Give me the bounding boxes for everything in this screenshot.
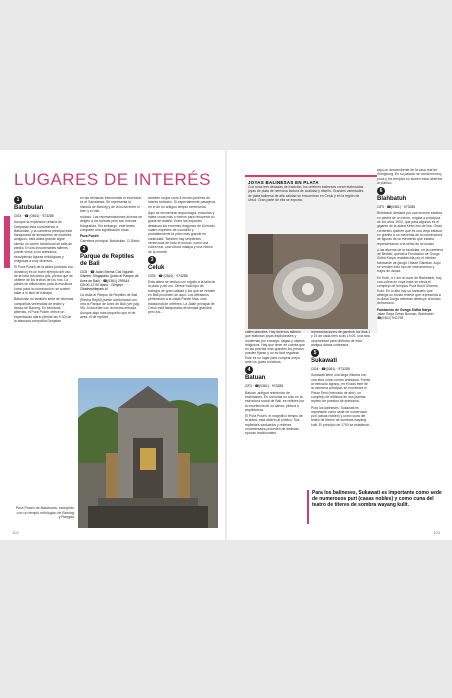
right-column-2 <box>311 330 371 429</box>
paragraph: Aquí se encuentran arqueología, escuelas y hasta rocas más o menos para recuperar su gloria de antaño. Entre las especies destacan los enormes dragones de Komodo, cuatro especies de cocodrilo y probablemente la pitón más grande en cautividad. También hay serpientes venenosas de todo el mundo, como una cobra real, una víbora malaya y una víbora de la muerte. <box>148 210 216 254</box>
quote-bar <box>307 490 309 524</box>
entry-number: 5 <box>311 349 319 357</box>
paragraph: En Kutri, a 1 km al norte de Blahbatuh, hay una colina en cuya base se eleva el complejo de templos Pura Bukit Dharma Kutri. En lo alto hay un santuario que alberga un bonito relieve que representa a la diosa Durga mientras destruye al búfalo demoníaco. <box>377 275 442 306</box>
feature-box-title: JOYAS BALINESAS EN PLATA <box>248 180 319 185</box>
entry-meta: ⊡C8 · ☎ Jalan Serma Cok Ngurah Gambir, Singapadu (junto al Parque de Aves de Bali) · ☎(0361) 299344 · ⊡9.00-17.00 diario · ⊡Nyepi · ⊡balireptilepark.id <box>80 269 139 292</box>
paragraph: Esta aldea se dedica con orgullo a la talla de la plata y del oro. Ofrece todo tipo de trabajos de gran calidad y los que se venden en Bali proceden de aquí. Los artesanos pertenecen a la casta Pande Mas, clan tradicional de orfebres. La Jalan principal de Celuk está flanqueada de tiendas grandes, pero los... <box>148 280 216 315</box>
entry-title: Batubulan <box>14 205 44 211</box>
entry-title: Parque de Reptiles de Bali <box>80 253 135 267</box>
entry-number: 1 <box>14 196 22 204</box>
paragraph: El Pura Puseh de la aldea (entrada con donativo) es un buen ejemplo del uso de la toba volcánica gris, piedra que se obtiene de los lechos de los ríos. La piedra se utiliza tanto para la escultura como para la construcción; se suelen tallar a lo fácil de trabajar. <box>14 265 74 296</box>
left-column-2 <box>80 196 142 321</box>
temple-photo <box>78 378 218 528</box>
side-tab-label: EXPLORAR Centro de Bali <box>10 209 16 268</box>
entry-meta: ⊡G4 · ☎ (0361) · 973285 <box>14 214 54 218</box>
paragraph: Batubulan es también sede de diversas compañías veneradas de teatro y danza de Barong. En semanas alternas, el Pura Puseh ofrece un espectáculo diario (desde las 9.30) de la afamada compañía Denjalan. <box>14 297 74 323</box>
feature-box-text: Con unas tres décadas de tradición, los orfebres balineses crean elaboradas joyas de plata de hermosa factura de cualidad y diseño. Grandes variedades de plata balinesa de alta calidad se encuentran en Celuk y en la región de Ubud. Gran parte de ella se exporta. <box>248 185 364 202</box>
paragraph: Batuan, antigua residencia de brahmanes. Es conocida no solo en la estructura social de Bali, es célebre por la excelencia de su danza, pintura y arquitectura. <box>245 390 305 412</box>
venue-info: Jalan Raya Getas Burwan, Blahbatuh · ☎(0361) 942798 <box>377 312 436 321</box>
silver-jewelry-photo <box>248 234 368 329</box>
paragraph: también ocupa unos 8 recinto jardines de interés botánico. Si especialmente pasajeros en el de un antiguo templo ceremonial. <box>148 196 216 209</box>
paragraph: representaciones de gambuh los días 1 y 15 de cada mes a las 19.00, una rara oportunidad para disfrutar de esta antigua danza cortesana. <box>311 330 371 347</box>
pull-quote: Para los balineses, Sukawati es importante como sede de numerosos puri (casas nobles) y como cuna del teatro de títeres de sombra wayang kulit. <box>312 490 442 508</box>
paragraph: Aunque la expansión urbana de Denpasar está convirtiendo a Batubulan, y la carretera principal está flanqueada de almacenes de muebles antiguos, esta aldea grande sigue siendo un centro tradicional de talla de piedra. En los innumerables talleres puede verse a los artesanos esculpiendo figuras mitológicas y religiosas a muy diversos... <box>14 220 73 263</box>
paragraph: calles laterales. Hay diversos talleres que elaboran joyas tradicionales y modernas por encargo; dagas y objetos religiosos. Hay que tener en cuenta que en las puertas más grandes los precios pueden fijarse y no es fácil regatear. Éste es un lugar para comprar mejor ante los guías turísticos. <box>245 330 305 365</box>
entry-number: 4 <box>245 366 253 374</box>
paragraph: en las semanas intermedias el escenario es el Sahadewa. Se representa la historia de Barong y de la lucha entre el bien y el mal... <box>80 196 142 213</box>
venue-info: Carretera principal, Batubulan. ⊡ Diario <box>80 238 140 243</box>
paragraph: Sukawati tiene una larga historia con una feria como centro artesanal. Frente al mercado agrario, en el lado este de la carretera principal, se encuentra el Pasar Seni (mercado de arte), un complejo de edificios de dos plantas repleto de puestos de artesanía. <box>311 373 371 404</box>
entry-number: 6 <box>377 187 385 195</box>
left-column-3 <box>148 196 216 317</box>
photo-caption: Pura Puseh de Batubulan, esculpido con un templo mitológico de Barong y Rangda <box>15 506 74 519</box>
paragraph: La visita al Parque de Reptiles de Bali (Rimba Reptil) puede combinarse con otra al Parque de Aves de Bali (ver pág. 96). Al acceder con la misma entrada. Aunque algo más pequeño que el de aves, el de reptiles <box>80 293 140 319</box>
left-column-1 <box>14 196 74 325</box>
entry-number: 2 <box>80 245 88 253</box>
entry-title: Sukawati <box>311 358 338 365</box>
right-page <box>227 150 452 540</box>
paragraph: aquí un descendiente de la casa real de Klungkung. En su palacio se conserva muy poca y los templos no suelen estar abiertos al público. <box>377 168 443 185</box>
entry-meta: ⊡F3 · ☎(0361) · 973285 <box>377 205 416 210</box>
entry-title: Blahbatuh <box>377 196 407 203</box>
entry-title: Celuk <box>148 264 165 271</box>
page-number: 102 <box>12 530 19 535</box>
left-page <box>0 150 225 540</box>
page-title: LUGARES DE INTERÉS <box>14 170 211 189</box>
entry-meta: ⊡F3 · ☎(0361) · 973285 <box>245 384 284 389</box>
entry-meta: ⊡G4 · ☎(0361) · 973285 <box>311 367 350 372</box>
entry-number: 3 <box>148 256 156 264</box>
paragraph: El Pura Puseh, el magnífico templo de la aldea, está abierto al público. Sus repliestes santuarios y relieves ornamentales proceden de distintas épocas tradicionales. <box>245 414 303 436</box>
entry-title: Batuan <box>245 375 266 382</box>
paragraph: Blahbatuh destaca por una enorme estatua en piedra de un héroe, erigida a principios de los años 1900, que para algunos es el gigante de la aldea Kebo Iwo de Iwa. Otras corrientes quieren que es una vieja estatua en granito a un mecenas de la constructora de figuras de un elemento que estaba representando a la señal de la ciudad. <box>377 211 443 246</box>
paragraph: A las afueras de la localidad, en la carretera de Bedulu, queda la Fundación de Gongs Sidha Karya, establecida por el célebre fabricante de gongs I Made Gabelan. Aquí se venden todo tipo de instrumentos y trajes de danza. <box>377 247 443 274</box>
paragraph: Pura los balineses, Sukawati es importante como sede de numerosos puri (casas nobles) y como cuna del teatro de títeres de sombras wayang kulit. El principio de 1700 se estableció <box>311 405 370 427</box>
side-tab <box>4 209 16 268</box>
venue-name: Pura Puseh <box>80 234 99 239</box>
right-column-3 <box>377 168 443 323</box>
page-number: 103 <box>433 530 440 535</box>
entry-meta: ⊡G5 · ☎ (0361) · 973285 <box>148 273 188 278</box>
paragraph: ruidoso. Las representaciones diurnas se dirigen a los turistas pero son buenas fotografías. Sin embargo, este teatro comparte una significación ritual. <box>80 215 143 233</box>
feature-box <box>245 175 377 333</box>
venue-name: Fundación de Gongs Sidha Karya <box>377 307 432 312</box>
right-column-1 <box>245 330 305 438</box>
